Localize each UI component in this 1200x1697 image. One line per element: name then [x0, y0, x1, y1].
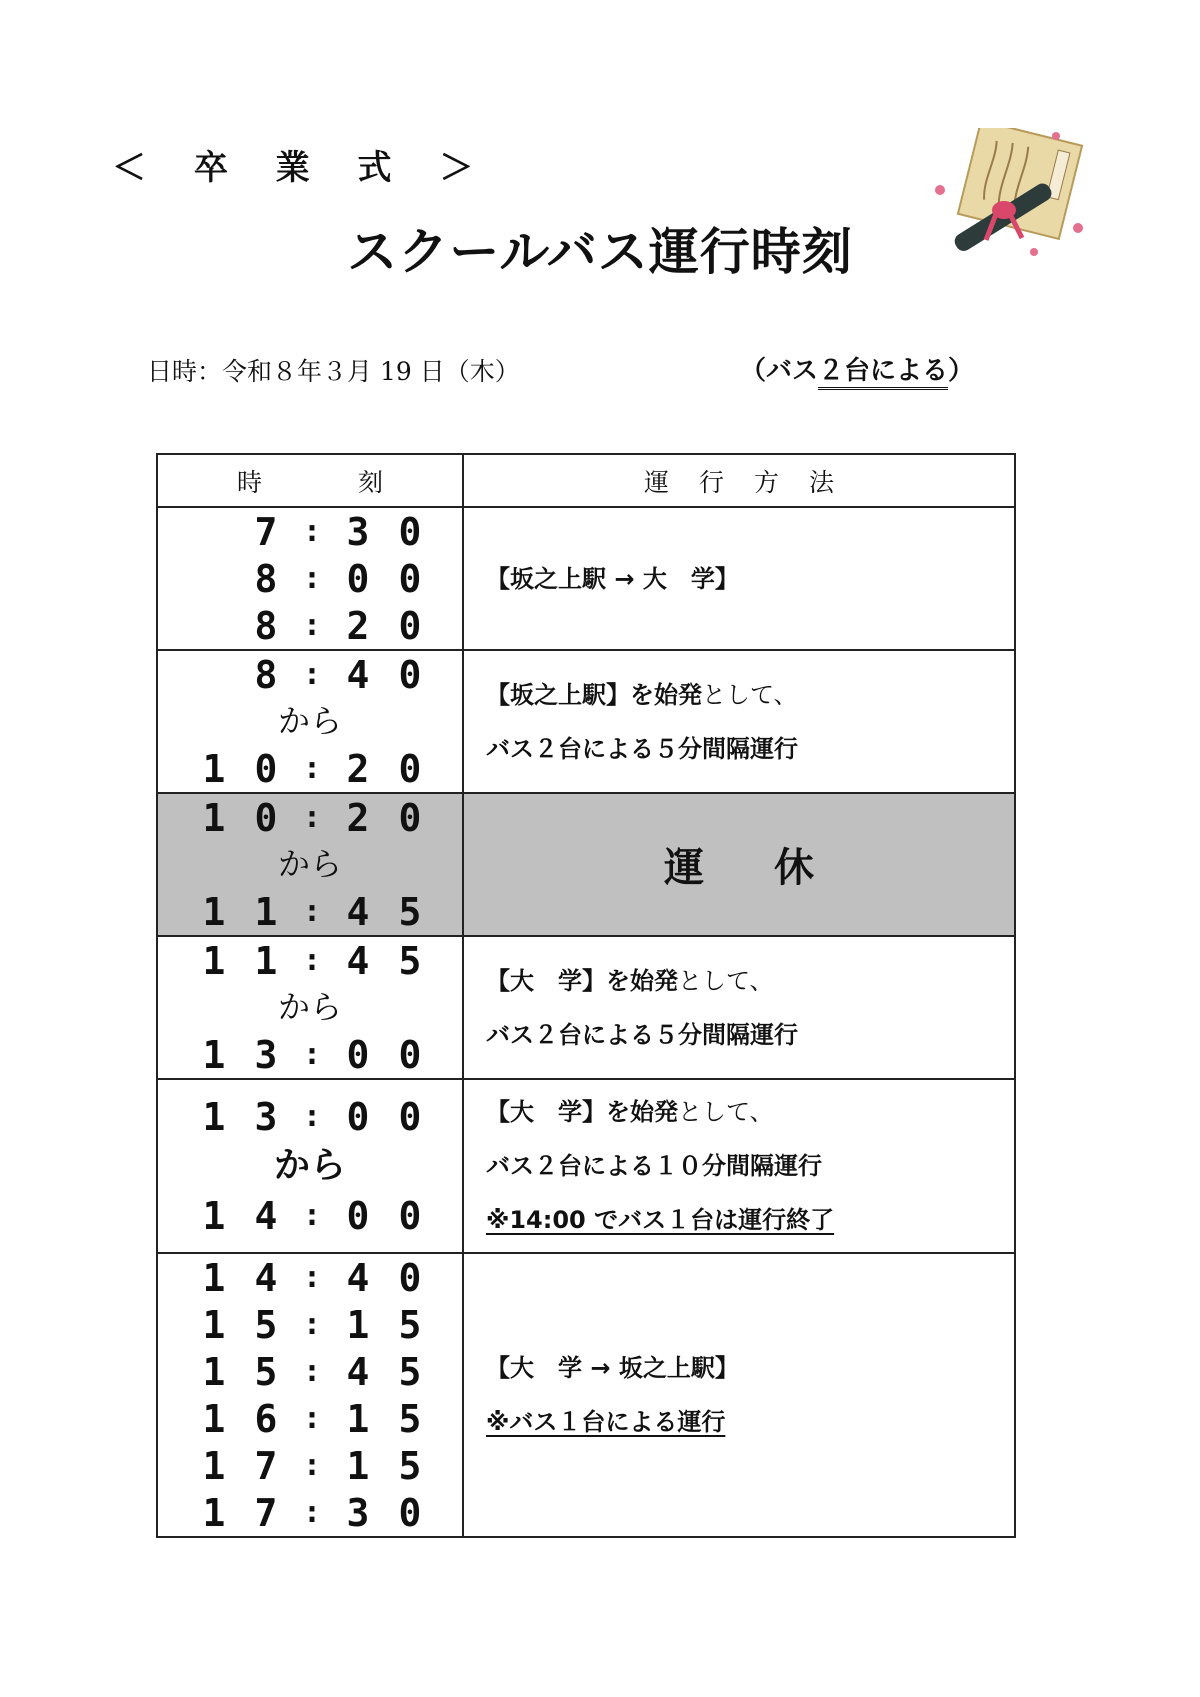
method-line: 【大 学】を始発として、: [486, 1098, 774, 1126]
date-line: 日時：令和８年３月 19 日（木）: [147, 357, 520, 386]
time-value: 1 1 : 4 5: [202, 889, 422, 934]
table-header-row: [157, 454, 1015, 507]
time-value: 1 4 : 0 0: [202, 1193, 422, 1238]
table-row: [157, 1253, 1015, 1537]
time-value: 1 7 : 1 5: [202, 1443, 422, 1488]
time-cell: [157, 650, 463, 793]
time-cell: [157, 1079, 463, 1253]
time-cell: [157, 1253, 463, 1537]
service-suspended-label: 運休: [463, 793, 1015, 936]
table-row: [157, 1079, 1015, 1253]
method-line: バス２台による５分間隔運行: [486, 1020, 798, 1049]
time-value: 1 0 : 2 0: [202, 746, 422, 791]
ceremony-subtitle: ＜ 卒 業 式 ＞: [112, 148, 492, 188]
kara-label: から: [277, 845, 342, 883]
time-cell: [157, 936, 463, 1079]
kara-label: から: [277, 988, 342, 1026]
operation-method-cell: [463, 1253, 1015, 1537]
time-value: 1 7 : 3 0: [202, 1490, 422, 1535]
kara-label: から: [273, 1145, 346, 1186]
method-line: ※14:00 でバス１台は運行終了: [486, 1206, 835, 1234]
header-method: 運 行 方 法: [463, 454, 1015, 507]
time-value: 1 3 : 0 0: [202, 1032, 422, 1077]
bus-timetable: [156, 453, 1016, 1538]
time-value: 1 6 : 1 5: [202, 1396, 422, 1441]
method-line: バス２台による５分間隔運行: [486, 734, 798, 763]
operation-method-cell: [463, 507, 1015, 650]
method-line: 【坂之上駅】を始発として、: [486, 680, 798, 709]
kara-label: から: [277, 702, 342, 740]
time-value: 1 1 : 4 5: [202, 938, 422, 983]
operation-method-cell: [463, 936, 1015, 1079]
table-row: [157, 507, 1015, 650]
table-row: [157, 936, 1015, 1079]
method-line: 【坂之上駅 → 大 学】: [486, 564, 739, 593]
time-value: 8 : 2 0: [254, 603, 422, 648]
time-value: 8 : 4 0: [254, 652, 422, 697]
time-value: 1 0 : 2 0: [202, 795, 422, 840]
time-cell: [157, 793, 463, 936]
time-value: 1 4 : 4 0: [202, 1255, 422, 1300]
time-cell: [157, 507, 463, 650]
time-value: 1 3 : 0 0: [202, 1094, 422, 1139]
time-value: 1 5 : 1 5: [202, 1302, 422, 1347]
header-time: 時 刻: [157, 454, 463, 507]
table-row: [157, 650, 1015, 793]
time-value: 1 5 : 4 5: [202, 1349, 422, 1394]
diploma-illustration-icon: [930, 128, 1088, 260]
method-line: 【大 学 → 坂之上駅】: [486, 1354, 739, 1382]
page-title: スクールバス運行時刻: [347, 223, 853, 281]
table-row: [157, 793, 1015, 936]
operation-method-cell: [463, 1079, 1015, 1253]
method-line: ※バス１台による運行: [486, 1408, 726, 1436]
bus-count-note: （バス２台による）: [740, 350, 974, 387]
method-line: 【大 学】を始発として、: [486, 966, 774, 995]
method-line: バス２台による１０分間隔運行: [486, 1152, 822, 1180]
operation-method-cell: [463, 650, 1015, 793]
time-value: 8 : 0 0: [254, 556, 422, 601]
time-value: 7 : 3 0: [254, 509, 422, 554]
